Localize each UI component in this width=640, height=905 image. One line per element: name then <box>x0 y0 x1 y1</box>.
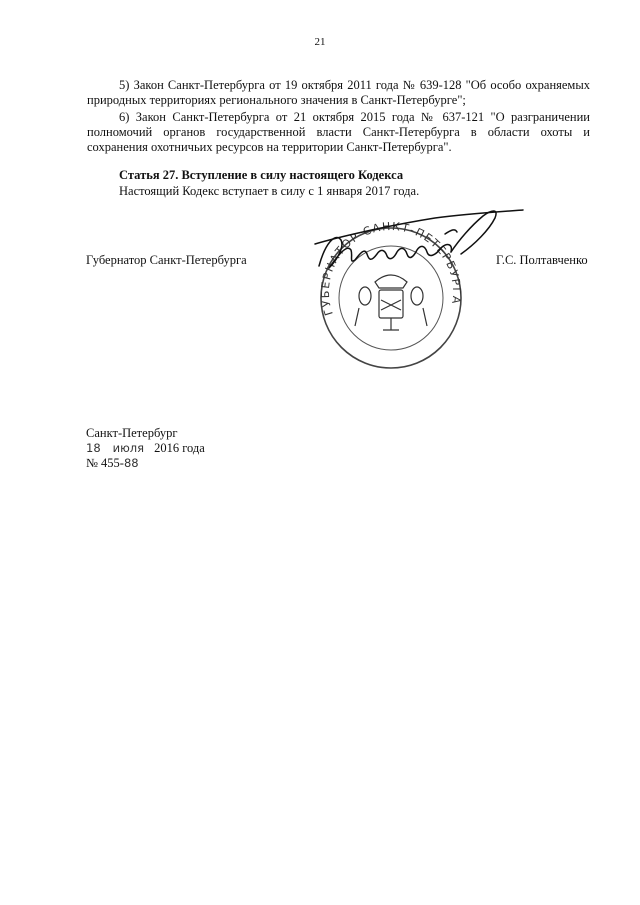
number-suffix: 88 <box>123 456 139 470</box>
date-line <box>86 441 205 456</box>
coat-of-arms-icon <box>355 275 427 330</box>
city: Санкт-Петербург <box>86 426 178 440</box>
seal-and-signature <box>295 204 530 379</box>
article-text: Настоящий Кодекс вступает в силу с 1 января 2017 года. <box>119 184 420 198</box>
governor-name: Г.С. Полтавченко <box>496 253 588 267</box>
page-number: 21 <box>314 36 326 48</box>
law-item-6 <box>87 110 590 155</box>
seal-text: ГУБЕРНАТОР САНКТ-ПЕТЕРБУРГА <box>318 219 464 318</box>
law-item-6-text: 6) Закон Санкт-Петербурга от 21 октября 2015 года № 637-121 "О разграничении полномочий органов государственной власти Санкт-Петербурга в области охоты и сохранения охотничьих ресурсов на территории Санкт-Петербурга". <box>87 110 590 154</box>
governor-title: Губернатор Санкт-Петербурга <box>86 253 247 267</box>
date-month: июля <box>112 441 145 455</box>
date-day: 18 <box>86 441 101 455</box>
date-year: 2016 года <box>154 441 205 455</box>
document-number <box>86 456 139 471</box>
law-item-5 <box>87 78 590 108</box>
article-heading: Статья 27. Вступление в силу настоящего Кодекса <box>119 168 404 182</box>
law-item-5-text: 5) Закон Санкт-Петербурга от 19 октября 2011 года № 639-128 "Об особо охраняемых природных территориях регионального значения в Санкт-Петербурге"; <box>87 78 590 107</box>
svg-text:ГУБЕРНАТОР САНКТ-ПЕТЕРБУРГА <box>319 220 463 317</box>
seal-icon <box>295 204 530 379</box>
number-prefix: № 455- <box>86 456 124 470</box>
